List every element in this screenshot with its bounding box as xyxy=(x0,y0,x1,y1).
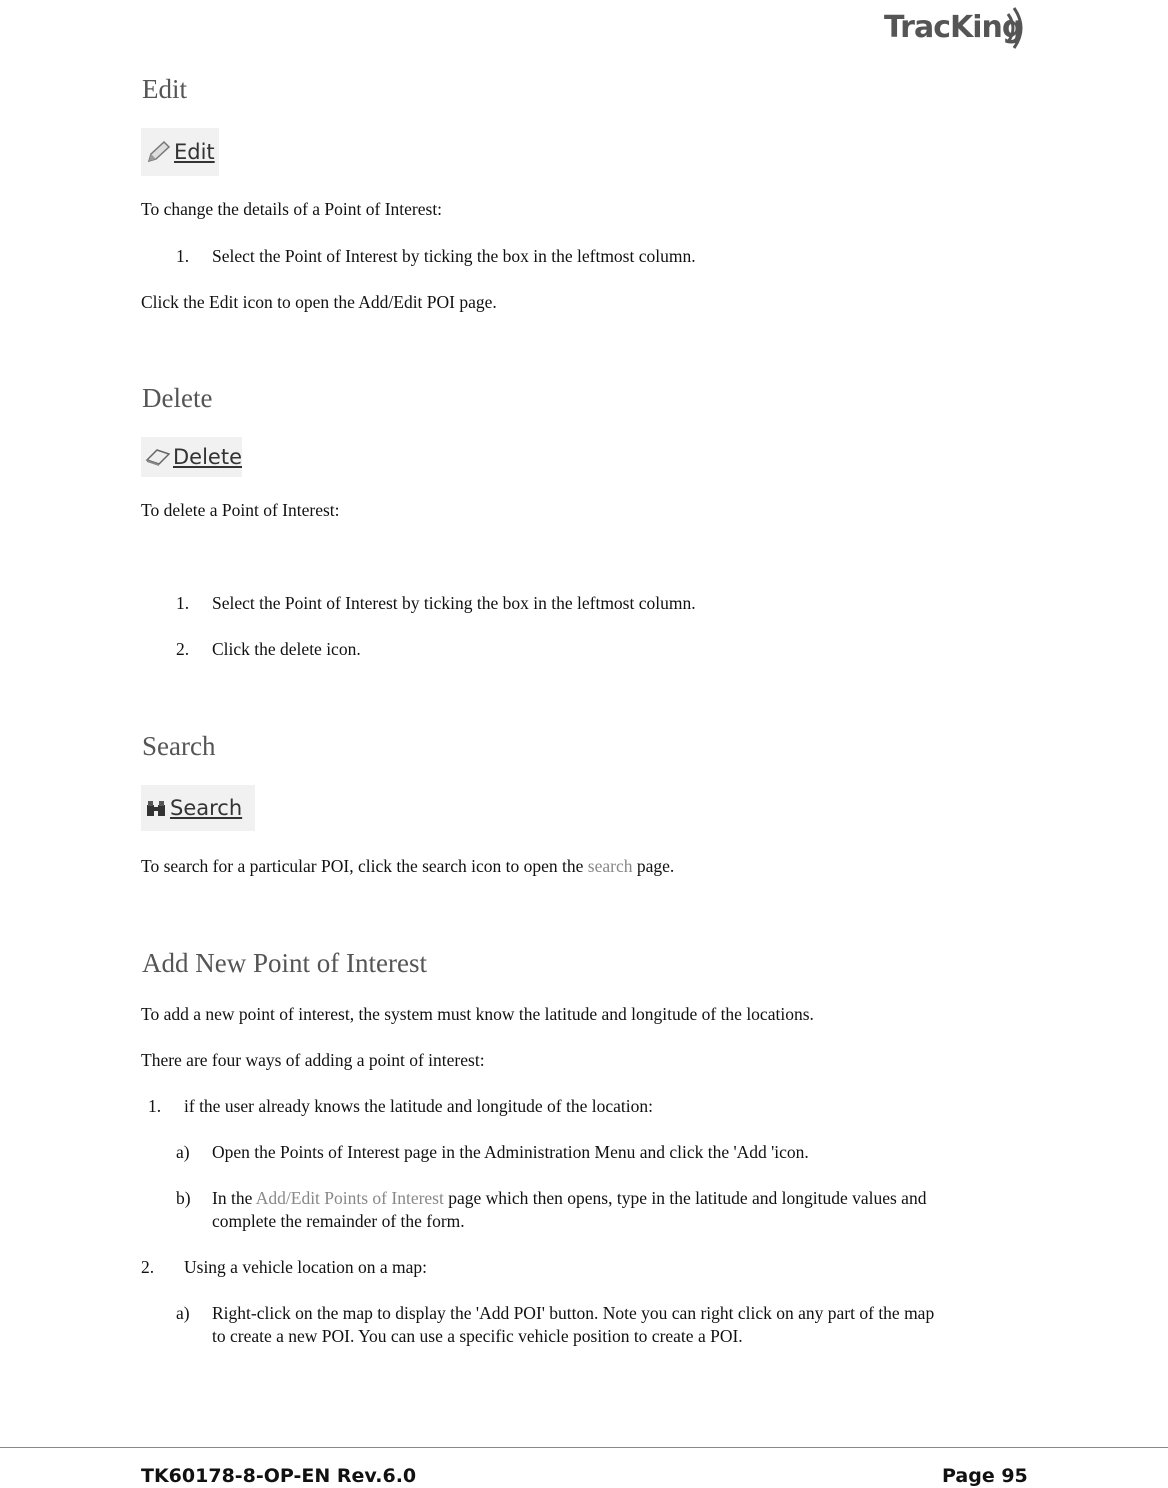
binoculars-icon xyxy=(145,798,167,818)
add-item2a-label: a) xyxy=(176,1303,190,1323)
add-item2-number: 2. xyxy=(141,1257,155,1277)
delete-step1: Select the Point of Interest by ticking the box in the leftmost column. xyxy=(212,593,696,613)
add-item1-number: 1. xyxy=(148,1096,162,1116)
add-new-para2: There are four ways of adding a point of interest: xyxy=(141,1050,485,1070)
add-new-para1: To add a new point of interest, the system must know the latitude and longitude of the locations. xyxy=(141,1004,814,1024)
eraser-icon xyxy=(145,446,170,468)
edit-intro: To change the details of a Point of Interest: xyxy=(141,199,443,219)
search-heading: Search xyxy=(142,731,216,761)
footer-divider xyxy=(0,1447,1168,1448)
search-text-before: To search for a particular POI, click the search icon to open the xyxy=(141,856,588,876)
add-item2: Using a vehicle location on a map: xyxy=(184,1257,427,1277)
add-item1a: Open the Points of Interest page in the Administration Menu and click the 'Add 'icon. xyxy=(212,1142,809,1162)
search-button[interactable] xyxy=(141,785,255,831)
edit-button-label: Edit xyxy=(174,140,215,164)
delete-step2-number: 2. xyxy=(176,639,190,659)
search-page-link[interactable]: search xyxy=(587,856,633,876)
add-item1: if the user already knows the latitude and longitude of the location: xyxy=(184,1096,653,1116)
search-description xyxy=(141,856,674,877)
search-text-after: page. xyxy=(632,856,675,876)
add-item2a-line2: to create a new POI. You can use a specific vehicle position to create a POI. xyxy=(212,1326,743,1346)
delete-intro: To delete a Point of Interest: xyxy=(141,500,340,520)
add-item1b-before: In the xyxy=(212,1188,256,1208)
add-item1b-after: page which then opens, type in the latitude and longitude values and xyxy=(443,1188,927,1208)
delete-step2: Click the delete icon. xyxy=(212,639,361,659)
pencil-icon xyxy=(145,139,171,165)
add-new-poi-heading: Add New Point of Interest xyxy=(142,948,427,978)
tracking-logo xyxy=(880,4,1030,52)
edit-step1-number: 1. xyxy=(176,246,190,266)
delete-button-label: Delete xyxy=(173,445,242,469)
search-button-label: Search xyxy=(170,796,243,820)
edit-step1: Select the Point of Interest by ticking the box in the leftmost column. xyxy=(212,246,696,266)
delete-step1-number: 1. xyxy=(176,593,190,613)
footer-doc-id: TK60178-8-OP-EN Rev.6.0 xyxy=(141,1465,417,1487)
delete-button[interactable] xyxy=(141,437,242,477)
add-item1b-label: b) xyxy=(176,1188,191,1208)
add-item1b xyxy=(212,1188,926,1209)
footer-page-number: Page 95 xyxy=(942,1465,1028,1487)
edit-button[interactable] xyxy=(141,128,219,176)
logo-text: TracKing xyxy=(884,10,1023,45)
edit-heading: Edit xyxy=(142,74,187,104)
add-item1b-line2: complete the remainder of the form. xyxy=(212,1211,465,1231)
add-item2a-line1: Right-click on the map to display the 'Add POI' button. Note you can right click on any part of the map xyxy=(212,1303,935,1323)
signal-arcs-icon xyxy=(1004,6,1028,50)
edit-note: Click the Edit icon to open the Add/Edit POI page. xyxy=(141,292,497,312)
delete-heading: Delete xyxy=(142,383,213,413)
add-edit-poi-link[interactable]: Add/Edit Points of Interest xyxy=(255,1188,444,1208)
add-item1a-label: a) xyxy=(176,1142,190,1162)
